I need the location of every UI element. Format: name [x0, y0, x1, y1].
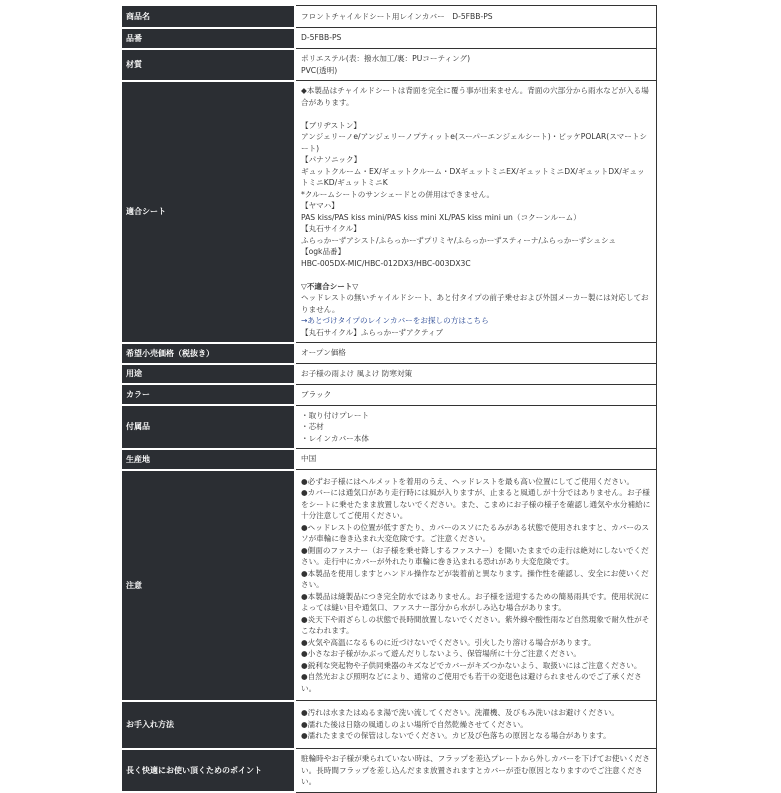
spec-value-line: ・芯材: [301, 422, 324, 431]
spec-value: [295, 364, 657, 385]
spec-value-line: お子様の雨よけ 風よけ 防寒対策: [301, 369, 413, 378]
spec-value-line: [301, 269, 651, 281]
spec-value: [295, 701, 657, 749]
spec-value-line: ●必ずお子様にはヘルメットを着用のうえ、ヘッドレストを最も高い位置にしてご使用ください。: [301, 476, 635, 486]
spec-value-line: 中国: [301, 454, 317, 464]
spec-value-line: 【ヤマハ】: [301, 201, 339, 210]
spec-row: [122, 81, 657, 343]
spec-row: [122, 49, 657, 81]
spec-value-line: ポリエステル(表：撥水加工/裏：PUコーティング): [301, 54, 471, 63]
other-raincover-link[interactable]: →あとづけタイプのレインカバーをお探しの方はこちら: [301, 316, 489, 325]
spec-label: 品番: [122, 28, 295, 49]
spec-value-line: ●本製品は縫製品につき完全防水ではありません。お子様を送迎するための簡易雨具です。使用状況によっては縫い目や通気口、ファスナー部分から水がしみ込む場合があります。: [301, 591, 650, 613]
spec-label: 適合シート: [122, 81, 295, 343]
spec-label: 材質: [122, 49, 295, 81]
spec-value: [295, 384, 657, 405]
spec-value-line: 【丸石サイクル】ふらっかーずアクティブ: [301, 327, 444, 337]
spec-value-line: 【ブリヂストン】: [301, 120, 361, 130]
spec-value-line: ●側面のファスナー（お子様を乗せ降しするファスナー）を開いたままでの走行は絶対にしないでください。走行中にカバーが外れたり車輪に巻き込まれる恐れがあり大変危険です。: [301, 545, 649, 567]
spec-value-line: *クルームシートのサンシェードとの併用はできません。: [301, 189, 495, 199]
spec-label: 注意: [122, 470, 295, 701]
spec-value-line: ・取り付けプレート: [301, 410, 370, 420]
spec-value-line: ◆本製品はチャイルドシートは背面を完全に覆う事が出来ません。背面の穴部分から雨水などが入る場合があります。: [301, 86, 649, 107]
spec-value-line: ●濡れたままでの保管はしないでください。カビ及び色落ちの原因となる場合があります。: [301, 731, 611, 741]
spec-value: [295, 28, 657, 49]
spec-label: 生産地: [122, 449, 295, 470]
spec-value-line: 【ogk品番】: [301, 247, 346, 256]
spec-value-line: ▽不適合シート▽: [301, 281, 359, 291]
spec-value-line: HBC-005DX-MIC/HBC-012DX3/HBC-003DX3C: [301, 258, 471, 268]
spec-label: 商品名: [122, 6, 295, 28]
spec-value-line: 駐輪時やお子様が乗られていない時は、フラップを差込プレートから外しカバーを下げてお使いください。長時間フラップを差し込んだまま放置されますとカバーが歪む原因となりますのでご注意ください。: [301, 754, 650, 786]
spec-row: [122, 749, 657, 793]
spec-value: [295, 81, 657, 343]
spec-row: [122, 470, 657, 701]
spec-label: お手入れ方法: [122, 701, 295, 749]
spec-value-line: フロントチャイルドシート用レインカバー D-5FBB-PS: [301, 11, 493, 21]
spec-value-line: ●ヘッドレストの位置が低すぎたり、カバーのスソにたるみがある状態で使用されますと、カバーのスソが車輪に巻き込まれ大変危険です。ご注意ください。: [301, 522, 650, 544]
spec-label: 長く快適にお使い頂くためのポイント: [122, 749, 295, 793]
spec-value-line: PVC(透明): [301, 65, 338, 75]
spec-value-line: アンジェリーノe/アンジェリーノプティットe(スーパーエンジェルシート)・ビッケPOLAR(スマートシート): [301, 132, 648, 153]
spec-value-line: ●濡れた後は日陰の風通しのよい場所で自然乾燥させてください。: [301, 719, 528, 729]
spec-value-line: 【丸石サイクル】: [301, 224, 361, 233]
spec-row: [122, 343, 657, 364]
spec-label: 希望小売価格（税抜き）: [122, 343, 295, 364]
spec-value-line: ●火気や高温になるものに近づけないでください。引火したり溶ける場合があります。: [301, 637, 596, 647]
spec-value: [295, 405, 657, 449]
spec-label: 用途: [122, 364, 295, 385]
product-spec-table: [122, 5, 657, 793]
spec-value-line: ・レインカバー本体: [301, 433, 369, 443]
spec-value-line: ●小さなお子様がかぶって遊んだりしないよう、保管場所に十分ご注意ください。: [301, 649, 581, 659]
spec-value-line: オープン価格: [301, 348, 346, 358]
spec-value-line: ヘッドレストの無いチャイルドシート、あと付タイプの前子乗せおよび外国メーカー製には対応しておりません。: [301, 293, 649, 314]
spec-value: [295, 470, 657, 701]
spec-row: [122, 449, 657, 470]
spec-value-line: ブラック: [301, 389, 332, 399]
spec-row: [122, 701, 657, 749]
spec-value-line: D-5FBB-PS: [301, 33, 342, 43]
spec-value: [295, 749, 657, 793]
spec-value-line: ●鋭利な突起物や子供同乗器のキズなどでカバーがキズつかないよう、取扱いにはご注意ください。: [301, 660, 642, 670]
spec-row: [122, 6, 657, 28]
spec-value-line: ●カバーには通気口があり走行時には風が入りますが、止まると風通しが十分ではありません。お子様をシートに乗せたまま放置しないでください。また、こまめにお子様の様子を確認し通気や水分補給に十分注意してご使用ください。: [301, 488, 651, 521]
spec-value-line: 【パナソニック】: [301, 155, 362, 164]
spec-label: 付属品: [122, 405, 295, 449]
spec-row: [122, 405, 657, 449]
spec-value-line: ●汚れは水またはぬるま湯で洗い流してください。洗濯機、及びもみ洗いはお避けください。: [301, 708, 619, 718]
spec-row: [122, 364, 657, 385]
spec-row: [122, 384, 657, 405]
spec-value-line: ●本製品を使用しますとハンドル操作などが装着前と異なります。操作性を確認し、安全にお使いください。: [301, 568, 649, 590]
spec-value-line: PAS kiss/PAS kiss mini/PAS kiss mini XL/PAS kiss mini un（コクーンルーム）: [301, 212, 581, 222]
spec-label: カラー: [122, 384, 295, 405]
spec-value-line: ギュットクルーム・EX/ギュットクルーム・DXギュットミニEX/ギュットミニDX/ギュットDX/ギュットミニKD/ギュットミニK: [301, 166, 645, 187]
spec-value: [295, 6, 657, 28]
spec-value: [295, 49, 657, 81]
spec-value-line: ●炎天下や雨ざらしの状態で長時間放置しないでください。紫外線や酸性雨など自然現象で耐久性がそこなわれます。: [301, 614, 650, 636]
spec-value: [295, 449, 657, 470]
spec-value-line: ふらっかーずアシスト/ふらっかーずプリミヤ/ふらっかーずスティーナ/ふらっかーずシュシュ: [301, 235, 616, 245]
spec-value: [295, 343, 657, 364]
spec-row: [122, 28, 657, 49]
spec-value-line: ●自然光および照明などにより、通常のご使用でも若干の変退色は避けられませんのでご了承ください。: [301, 672, 642, 693]
spec-value-line: [301, 108, 651, 120]
